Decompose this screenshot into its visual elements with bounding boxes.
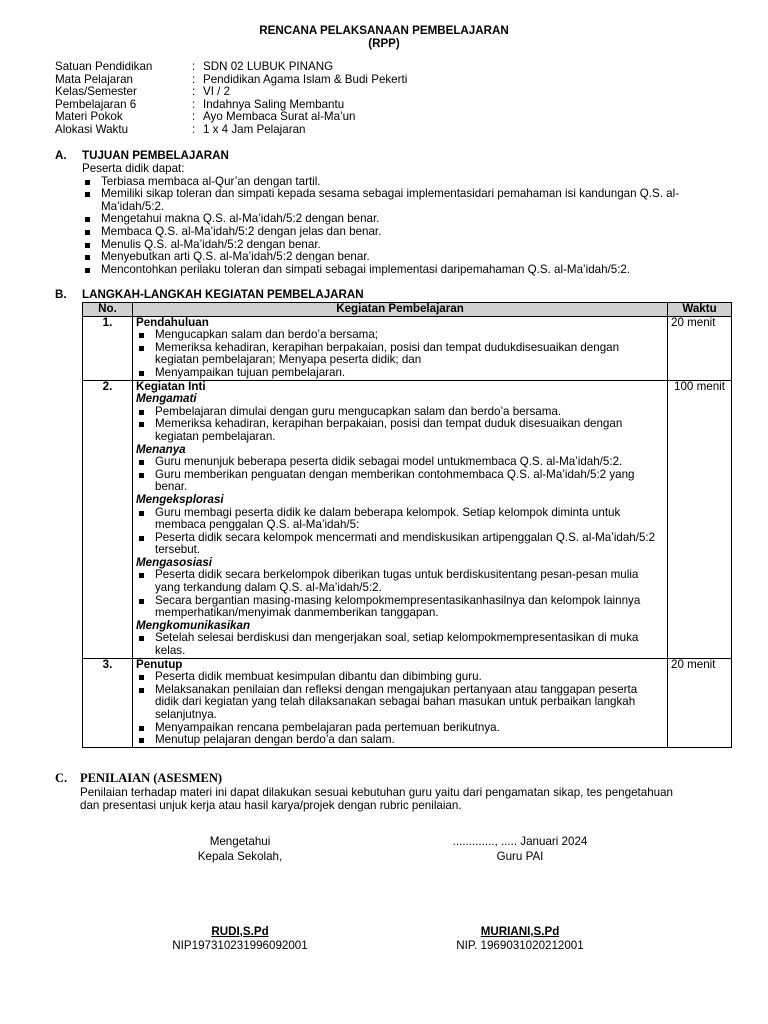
row-number: 3. — [83, 658, 133, 747]
row-activities — [133, 380, 668, 658]
phase-title: Kegiatan Inti — [136, 379, 206, 393]
activity-list — [136, 671, 664, 747]
list-item: Menulis Q.S. al-Ma’idah/5:2 dengan benar. — [82, 239, 732, 252]
section-title: PENILAIAN (ASESMEN) — [80, 771, 223, 785]
list-item: Peserta didik secara berkelompok diberikan tugas untuk berdiskusitentang pesan-pesan mulia yang terkandung dalam Q.S. al-Ma’idah/5:2. — [136, 569, 664, 594]
list-item: Guru membagi peserta didik ke dalam beberapa kelompok. Setiap kelompok diminta untuk membaca penggalan Q.S. al-Ma’idah/5: — [136, 507, 664, 532]
row-time: 20 menit — [668, 316, 732, 380]
table-row — [83, 380, 732, 658]
identity-label: Alokasi Waktu — [55, 122, 129, 136]
list-item: Membaca Q.S. al-Ma’idah/5:2 dengan jelas dan benar. — [82, 226, 732, 239]
activity-list — [136, 456, 664, 494]
document-subtitle: (RPP) — [368, 37, 400, 50]
table-header-row — [83, 303, 732, 317]
signature-left-line1: Mengetahui — [209, 835, 271, 848]
identity-row — [55, 86, 407, 99]
identity-value: Ayo Membaca Surat al-Ma’un — [203, 110, 356, 124]
identity-colon: : — [192, 110, 196, 124]
signature-left-line2: Kepala Sekolah, — [197, 850, 283, 863]
list-item: Mengucapkan salam dan berdo’a bersama; — [136, 329, 664, 342]
identity-colon: : — [192, 97, 196, 111]
list-item: Menyampaikan tujuan pembelajaran. — [136, 367, 664, 380]
activity-list — [136, 569, 664, 619]
list-item: Setelah selesai berdiskusi dan mengerjakan soal, setiap kelompokmempresentasikan di muka kelas. — [136, 632, 664, 657]
document-title: RENCANA PELAKSANAAN PEMBELAJARAN — [259, 24, 509, 37]
list-item: Pembelajaran dimulai dengan guru mengucapkan salam dan berdo’a bersama. — [136, 406, 664, 419]
section-b-heading — [55, 289, 364, 302]
table-row — [83, 658, 732, 747]
identity-colon: : — [192, 60, 196, 73]
identity-colon: : — [192, 85, 196, 99]
list-item: Guru memberikan penguatan dengan memberikan contohmembaca Q.S. al-Ma’idah/5:2 yang benar. — [136, 469, 664, 494]
list-item: Menyebutkan arti Q.S. al-Ma’idah/5:2 dengan benar. — [82, 251, 732, 264]
objectives-list — [82, 176, 732, 277]
subphase-title: Mengkomunikasikan — [136, 618, 251, 632]
identity-value: Pendidikan Agama Islam & Budi Pekerti — [203, 72, 408, 86]
section-number: C. — [55, 771, 68, 785]
identity-label: Mata Pelajaran — [55, 72, 133, 86]
section-a-intro: Peserta didik dapat: — [82, 162, 185, 175]
row-number: 1. — [83, 316, 133, 380]
section-number: A. — [55, 149, 67, 162]
list-item: Memiliki sikap toleran dan simpati kepada sesama sebagai implementasidari pemahaman isi kandungan Q.S. al-Ma’idah/5:2. — [82, 188, 732, 213]
subphase-title: Mengeksplorasi — [136, 492, 224, 506]
list-item: Terbiasa membaca al-Qur’an dengan tartil. — [82, 176, 732, 189]
identity-value: VI / 2 — [203, 85, 231, 99]
signature-right-line1: ............., ..... Januari 2024 — [452, 835, 588, 848]
activity-list — [136, 329, 664, 379]
activity-list — [136, 406, 664, 444]
section-c-text: Penilaian terhadap materi ini dapat dilakukan sesuai kebutuhan guru yaitu dari pengamatan sikap, tes pengetahuan dan presentasi unjuk kerja atau hasil karya/projek dengan rubric penilaian. — [80, 786, 673, 812]
signature-left-name: RUDI,S.Pd — [211, 925, 269, 938]
identity-block — [55, 61, 407, 137]
list-item: Peserta didik membuat kesimpulan dibantu dan dibimbing guru. — [136, 671, 664, 684]
activities-table — [82, 302, 732, 748]
list-item: Peserta didik secara kelompok mencermati and mendiskusikan artipenggalan Q.S. al-Ma’idah/5:2 tersebut. — [136, 532, 664, 557]
row-number: 2. — [83, 380, 133, 658]
identity-value: 1 x 4 Jam Pelajaran — [203, 122, 306, 136]
header-no: No. — [83, 303, 133, 317]
signature-left-nip: NIP197310231996092001 — [172, 939, 308, 952]
subphase-title: Mengasosiasi — [136, 555, 213, 569]
list-item: Memeriksa kehadiran, kerapihan berpakaian, posisi dan tempat dudukdisesuaikan dengan kegiatan pembelajaran; Menyapa peserta didik; dan — [136, 342, 664, 367]
section-a-heading — [55, 150, 229, 163]
phase-title: Penutup — [136, 657, 183, 671]
phase-title: Pendahuluan — [136, 315, 209, 329]
list-item: Menyampaikan rencana pembelajaran pada pertemuan berikutnya. — [136, 722, 664, 735]
subphase-title: Menanya — [136, 442, 186, 456]
list-item: Memeriksa kehadiran, kerapihan berpakaian, posisi dan tempat duduk disesuaikan dengan kegiatan pembelajaran. — [136, 418, 664, 443]
section-a-body — [82, 163, 732, 276]
list-item: Guru menunjuk beberapa peserta didik sebagai model untukmembaca Q.S. al-Ma’idah/5:2. — [136, 456, 664, 469]
list-item: Menutup pelajaran dengan berdo’a dan salam. — [136, 734, 664, 747]
signature-right-line2: Guru PAI — [496, 850, 544, 863]
identity-value: SDN 02 LUBUK PINANG — [203, 60, 334, 73]
header-waktu: Waktu — [668, 303, 732, 317]
header-kegiatan: Kegiatan Pembelajaran — [133, 303, 668, 317]
identity-colon: : — [192, 72, 196, 86]
list-item: Mengetahui makna Q.S. al-Ma’idah/5:2 dengan benar. — [82, 213, 732, 226]
identity-row — [55, 124, 407, 137]
activity-list — [136, 632, 664, 657]
identity-label: Satuan Pendidikan — [55, 60, 153, 73]
list-item: Mencontohkan perilaku toleran dan simpati sebagai implementasi daripemahaman Q.S. al-Ma’idah/5:2. — [82, 264, 732, 277]
section-title: LANGKAH-LANGKAH KEGIATAN PEMBELAJARAN — [82, 288, 364, 301]
subphase-title: Mengamati — [136, 392, 197, 406]
section-c-heading — [55, 772, 222, 785]
list-item: Secara bergantian masing-masing kelompokmempresentasikanhasilnya dan kelompok lainnya memperhatikan/menyimak danmemberikan tanggapan. — [136, 595, 664, 620]
identity-colon: : — [192, 122, 196, 136]
signature-right-nip: NIP. 1969031020212001 — [456, 939, 584, 952]
list-item: Melaksanakan penilaian dan refleksi dengan mengajukan pertanyaan atau tanggapan peserta didik dari kegiatan yang telah dilaksanakan sebagai bahan masukan untuk perbaikan langkah selanjutnya. — [136, 684, 664, 722]
section-number: B. — [55, 288, 67, 301]
section-title: TUJUAN PEMBELAJARAN — [82, 149, 229, 162]
identity-label: Materi Pokok — [55, 110, 123, 124]
activity-list — [136, 507, 664, 557]
identity-row — [55, 61, 407, 74]
row-time: 20 menit — [668, 658, 732, 747]
identity-label: Kelas/Semester — [55, 85, 137, 99]
identity-value: Indahnya Saling Membantu — [203, 97, 345, 111]
identity-label: Pembelajaran 6 — [55, 97, 137, 111]
row-activities — [133, 658, 668, 747]
signature-right-name: MURIANI,S.Pd — [480, 925, 560, 938]
row-activities — [133, 316, 668, 380]
row-time: 100 menit — [668, 380, 732, 658]
table-row — [83, 316, 732, 380]
